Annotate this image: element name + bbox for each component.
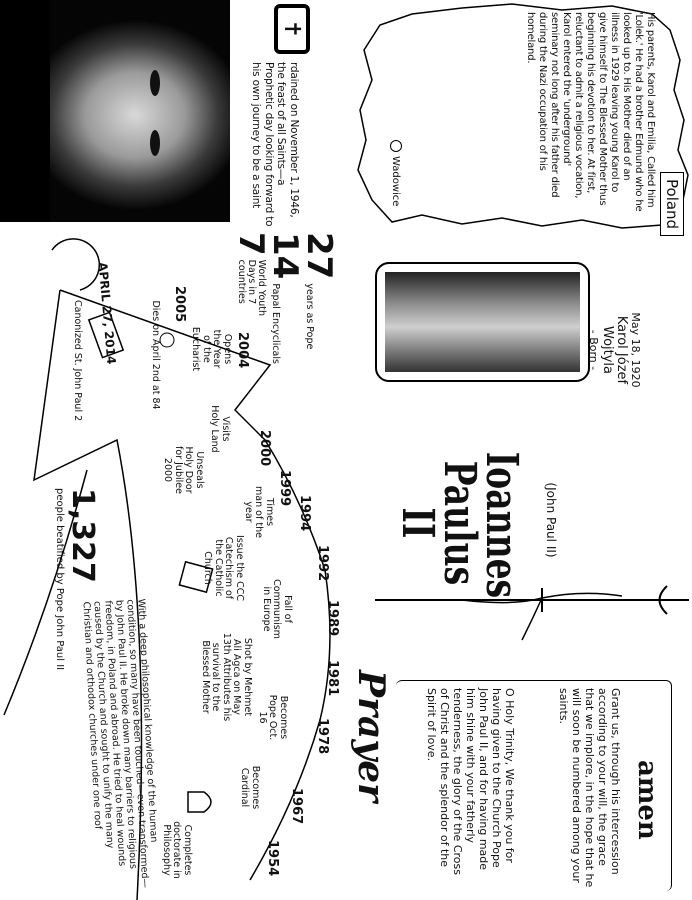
- timeline-event: Shot by Mehmet Ali Agca on May 13th Attributes his survival to the Blessed Mother: [200, 632, 253, 722]
- halo-arc: [52, 239, 99, 290]
- timeline-year: 1999: [277, 470, 292, 507]
- birth-name: Karol Józef Wojtyla: [600, 315, 629, 385]
- amen-text: amen: [632, 760, 662, 840]
- stat-number: 7: [231, 232, 271, 256]
- poland-text: His parents, Karol and Emilia, Called him 'Lolek.' He had a brother Edmund who he looked up to. His Mother died of an illness in 1929 leaving young Karol to give himself to The Blessed Mother thus beginning his devotion to her. At first, reluctant to admit a religious vocation, Karol entered the 'underground' seminary not long after his father died during the Nazi occupation of his homeland.: [525, 12, 656, 212]
- cross-badge-icon: ✝: [274, 4, 310, 54]
- ordination-text: rdained on November 1, 1946, the feast of all Saints—a Prophetic day looking forward to his own journey to be a saint: [250, 62, 300, 227]
- stat-label: years as Pope: [304, 283, 315, 350]
- canonized-text: Canonized St. John Paul 2: [72, 300, 83, 422]
- timeline-event: Unseals Holy Door for Jubilee 2000: [162, 446, 205, 494]
- stat-label: World Youth Days in 7 countries: [236, 259, 267, 317]
- prayer-paragraph: Grant us, through his intercession according to your will, the grace that we implore, in the hope that he will soon be numbered among your saints.: [557, 688, 622, 888]
- timeline-event: Fall of Communism in Europe: [261, 579, 293, 639]
- timeline-event: Becomes Cardinal: [239, 765, 261, 810]
- legacy-text: With a deep philosophical knowledge of the human condition, so many have been touched—even transformed—by John Paul II. He broke down many barriers to religious freedom, in Poland and abroad. He tried to heal wounds caused by the Church and sought to unify the many Christian and orthodox churches under one roof: [80, 598, 160, 889]
- timeline-event: Completes doctorate in Philosophy: [161, 821, 193, 879]
- stat-number: 14: [265, 232, 305, 280]
- canonization-date: APRIL 27, 2014: [95, 261, 119, 365]
- beatified-label: people beatified by Pope John Paul II: [54, 488, 65, 671]
- timeline-year: 1954: [265, 840, 280, 877]
- page-title: Ioannes Paulus II: [392, 451, 527, 599]
- city-label: Wadowice: [390, 156, 402, 207]
- crucifix: [375, 586, 689, 640]
- timeline-year: 1989: [325, 600, 340, 637]
- timeline-year: 1978: [315, 718, 330, 755]
- beatified-number: 1,327: [65, 488, 100, 583]
- timeline-event: Opens the Year of the Eucharist: [190, 326, 233, 372]
- timeline-event: Times man of the year: [243, 486, 275, 538]
- timeline-year: 2005: [172, 286, 187, 323]
- timeline-event: Issue the CCC Catechism of the Catholic Church: [202, 534, 245, 602]
- stat-label: Papal Encyclicals: [270, 283, 281, 364]
- stat-number: 27: [299, 232, 339, 280]
- prayer-paragraph: O Holy Trinity, We thank you for having given to the Church Pope John Paul II, and for having made him shine with your fatherly tenderness, the glory of the Cross of Christ and the splendor of the Spirit of love.: [425, 688, 516, 875]
- birth-date: May 18, 1920: [629, 312, 642, 388]
- timeline-year: 2004: [235, 332, 250, 369]
- poland-label: Poland: [660, 172, 684, 236]
- prayer-title: Prayer: [350, 670, 392, 803]
- timeline-year: 1994: [297, 495, 312, 532]
- mitre-icon: [188, 792, 211, 812]
- timeline-year: 1992: [315, 545, 330, 582]
- page-subtitle: (John Paul II): [544, 482, 558, 558]
- born-label: - Born -: [587, 329, 600, 371]
- timeline-event: Visits Holy Land: [209, 405, 231, 453]
- timeline-year: 1967: [289, 788, 304, 825]
- timeline-event: Dies on April 2nd at 84: [150, 300, 161, 410]
- timeline-event: Becomes Pope Oct. 16: [257, 694, 289, 741]
- host-icon: [160, 333, 174, 347]
- timeline-year: 1981: [325, 660, 340, 697]
- timeline-year: 2000: [257, 430, 272, 467]
